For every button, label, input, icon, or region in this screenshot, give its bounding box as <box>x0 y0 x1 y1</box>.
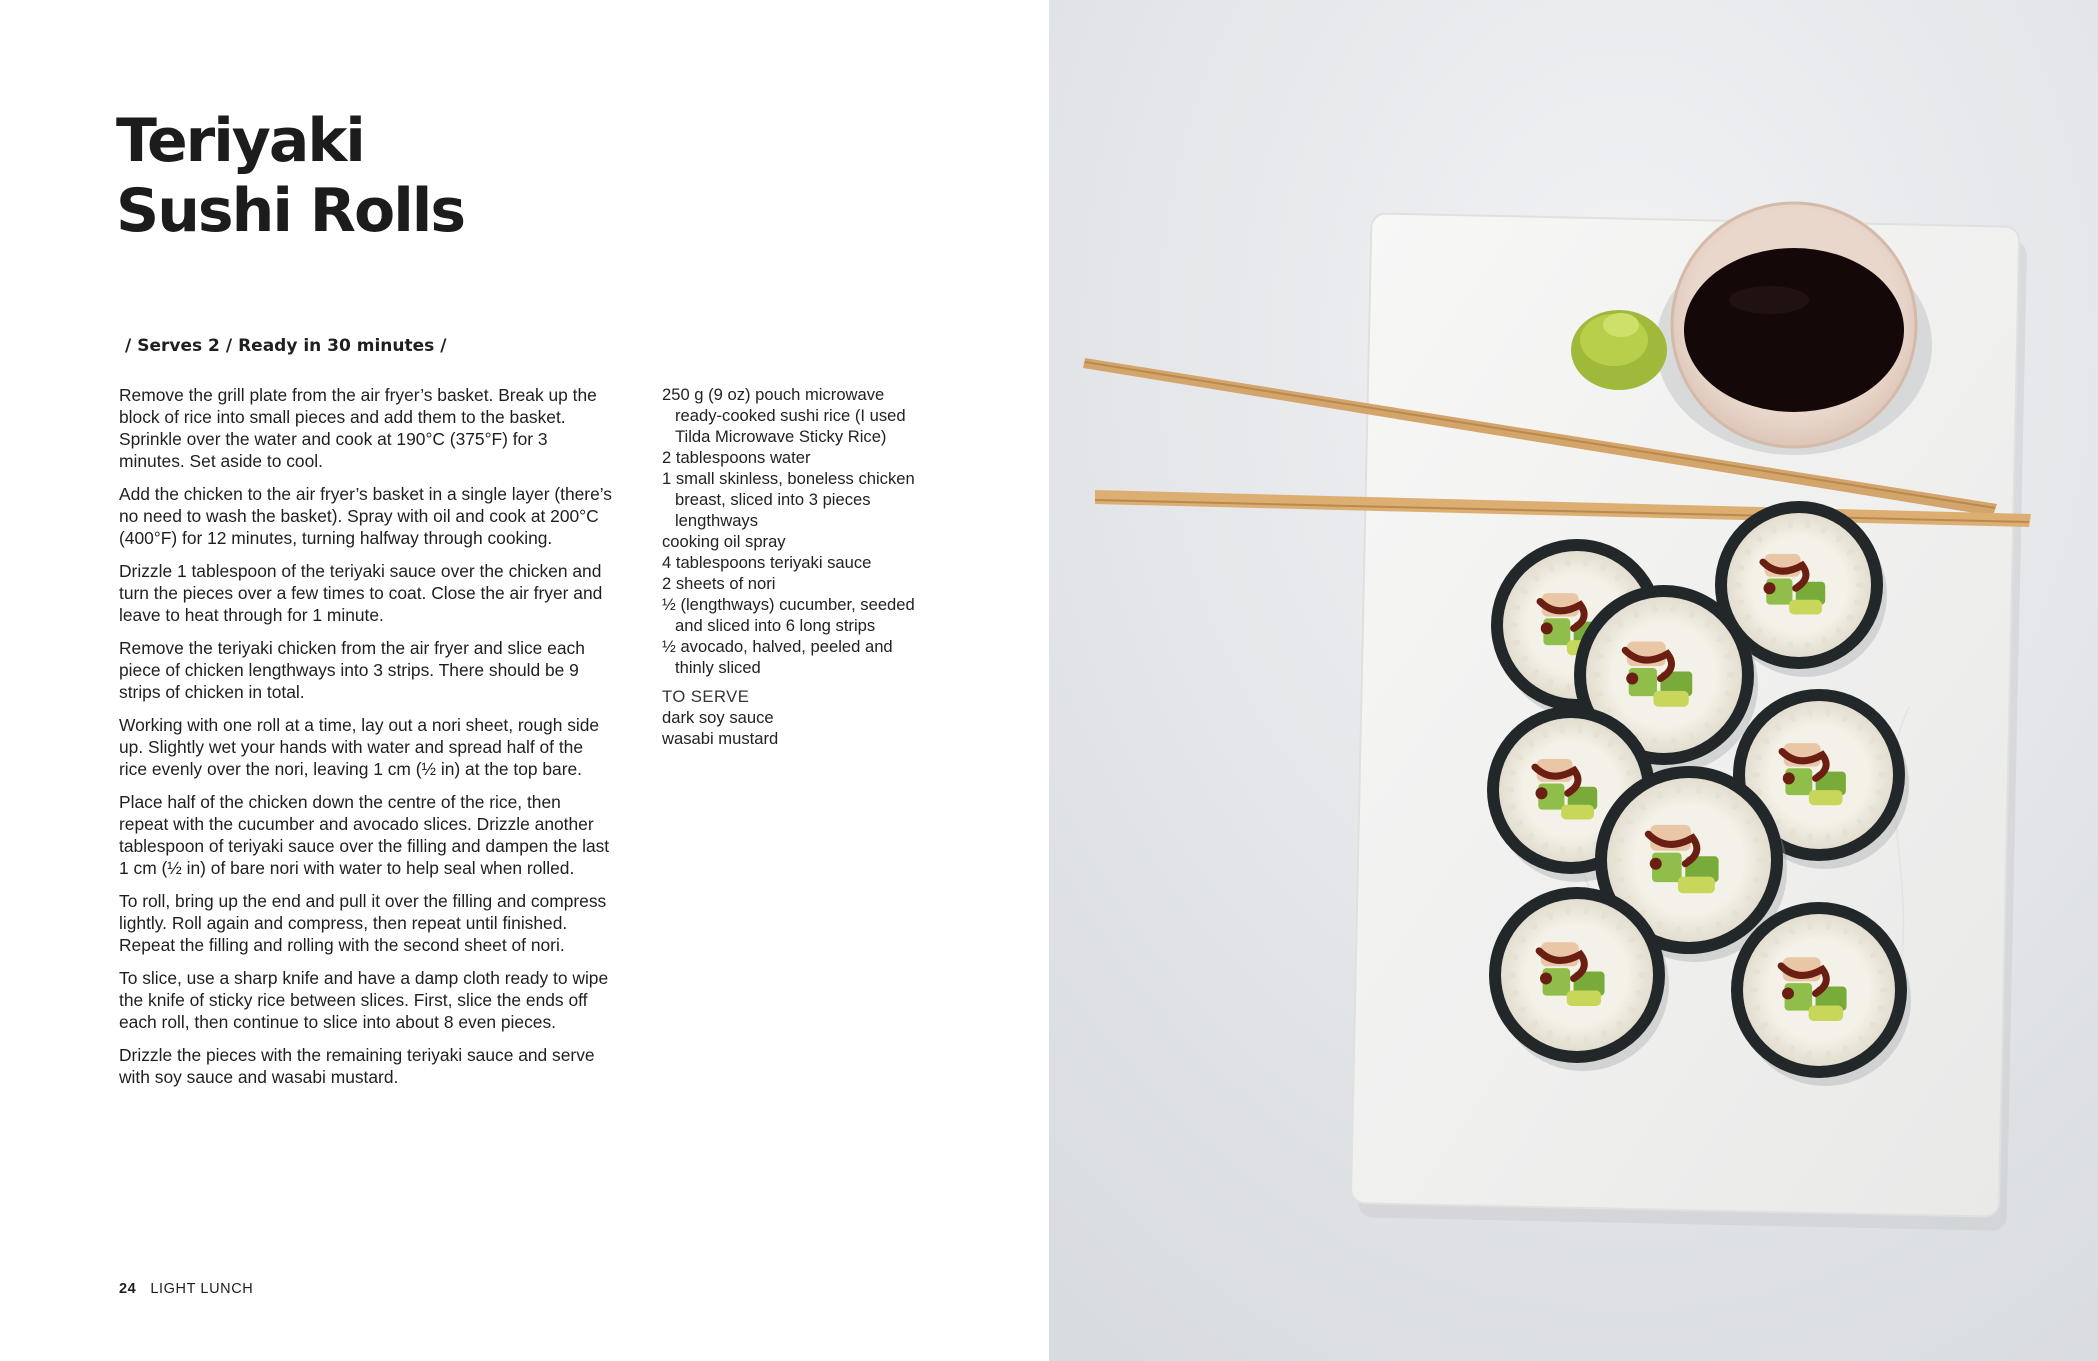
ingredient-item: 1 small skinless, boneless chicken breast, sliced into 3 pieces lengthways <box>662 469 915 530</box>
meta-slash: / <box>125 336 132 356</box>
method-step: Drizzle the pieces with the remaining teriyaki sauce and serve with soy sauce and wasabi mustard. <box>119 1045 595 1087</box>
to-serve-item: dark soy sauce <box>662 708 774 727</box>
recipe-meta <box>119 336 453 356</box>
method-step: Place half of the chicken down the centre of the rice, then repeat with the cucumber and avocado slices. Drizzle another tablespoon of teriyaki sauce over the filling and dampen the last 1 cm (½ in) of bare nori with water to help seal when rolled. <box>119 792 610 878</box>
ingredients-list <box>662 384 932 749</box>
ingredient-item: ½ avocado, halved, peeled and thinly sliced <box>662 637 893 677</box>
meta-slash: / <box>440 336 447 356</box>
ingredient-item: 2 tablespoons water <box>662 448 811 467</box>
wasabi-dollop <box>1571 310 1667 390</box>
method-column <box>119 384 614 1099</box>
serves-label: Serves 2 <box>137 336 220 356</box>
ready-time-label: Ready in 30 minutes <box>238 336 435 356</box>
method-step: Remove the grill plate from the air fryer’s basket. Break up the block of rice into small pieces and add them to the basket. Sprinkle over the water and cook at 190°C (375°F) for 3 minutes. Set aside to cool. <box>119 385 597 471</box>
method-step: To roll, bring up the end and pull it over the filling and compress lightly. Roll again and compress, then repeat until finished. Repeat the filling and rolling with the second sheet of nori. <box>119 891 607 955</box>
method-step: Remove the teriyaki chicken from the air fryer and slice each piece of chicken lengthways into 3 strips. There should be 9 strips of chicken in total. <box>119 638 585 702</box>
to-serve-heading: TO SERVE <box>662 687 750 706</box>
recipe-title-line-2: Sushi Rolls <box>116 176 465 246</box>
ingredient-item: 250 g (9 oz) pouch microwave ready-cooked sushi rice (I used Tilda Microwave Sticky Rice) <box>662 385 906 446</box>
ingredient-item: 2 sheets of nori <box>662 574 776 593</box>
meta-slash: / <box>225 336 233 356</box>
method-step: To slice, use a sharp knife and have a damp cloth ready to wipe the knife of sticky rice between slices. First, slice the ends off each roll, then continue to slice into about 8 even pieces. <box>119 968 609 1032</box>
page-footer <box>119 1281 253 1297</box>
to-serve-item: wasabi mustard <box>662 729 779 748</box>
method-step: Add the chicken to the air fryer’s basket in a single layer (there’s no need to wash the basket). Spray with oil and cook at 200°C (400°F) for 12 minutes, turning halfway through cooking. <box>119 484 612 548</box>
method-step: Working with one roll at a time, lay out a nori sheet, rough side up. Slightly wet your hands with water and spread half of the rice evenly over the nori, leaving 1 cm (½ in) at the top bare. <box>119 715 600 779</box>
ingredient-item: ½ (lengthways) cucumber, seeded and sliced into 6 long strips <box>662 595 915 635</box>
ingredient-item: 4 tablespoons teriyaki sauce <box>662 553 872 572</box>
page-number: 24 <box>119 1281 137 1297</box>
ingredient-item: cooking oil spray <box>662 532 786 551</box>
recipe-title <box>116 106 464 246</box>
method-step: Drizzle 1 tablespoon of the teriyaki sauce over the chicken and turn the pieces over a few times to coat. Close the air fryer and leave to heat through for 1 minute. <box>119 561 603 625</box>
recipe-title-line-1: Teriyaki <box>116 106 364 176</box>
section-name: LIGHT LUNCH <box>150 1281 254 1297</box>
soy-sauce <box>1684 248 1904 412</box>
sushi-photo <box>1049 0 2098 1361</box>
